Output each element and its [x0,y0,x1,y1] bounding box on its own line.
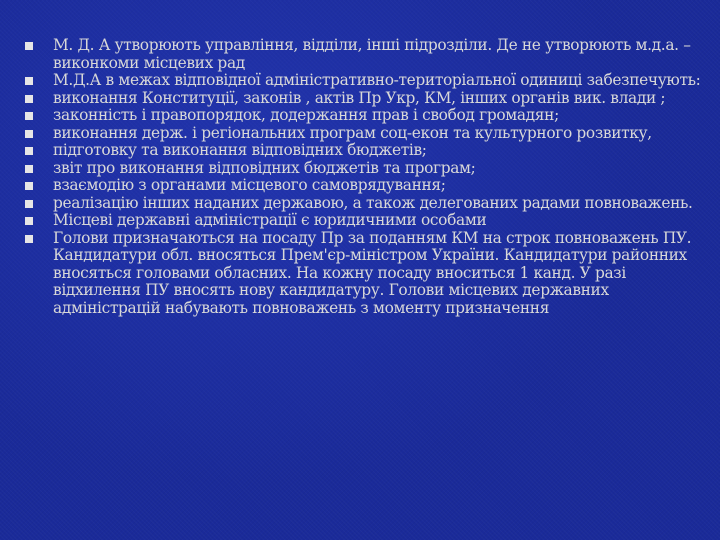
square-bullet-icon [25,165,33,173]
bullet-item [25,195,715,213]
square-bullet-icon [25,112,33,120]
bullet-text: виконання держ. і регіональних програм соц-екон та культурного розвитку, [53,123,652,142]
bullet-text: законність і правопорядок, додержання прав і свобод громадян; [53,106,559,124]
square-bullet-icon [25,130,33,138]
bullet-item [25,230,715,318]
bullet-item [25,142,715,160]
square-bullet-icon [25,217,33,225]
bullet-text: М.Д.А в межах відповідної адміністративно-територіальної одиниці забезпечують: [53,71,701,89]
square-bullet-icon [25,235,33,243]
square-bullet-icon [25,182,33,190]
square-bullet-icon [25,95,33,103]
bullet-text: реалізацію інших наданих державою, а також делегованих радами повноважень. [53,193,693,212]
bullet-item [25,160,715,178]
bullet-text: Місцеві державні адміністрації є юридичними особами [53,211,487,229]
bullet-item [25,107,715,125]
bullet-item [25,72,715,90]
bullet-text: Голови призначаються на посаду Пр за поданням КМ на строк повноважень ПУ. Кандидатури обл. вносяться Прем'єр-міністром України. Кандидатури районних вносяться головами обласних. На кожну посаду вноситься 1 канд. У разі відхилення ПУ вносять нову кандидатуру. Голови місцевих державних адміністрацій набувають повноважень з моменту призначення [53,228,692,317]
bullet-item [25,177,715,195]
bullet-text: підготовку та виконання відповідних бюджетів; [53,141,427,159]
bullet-text: взаємодію з органами місцевого самоврядування; [53,176,446,194]
bullet-item [25,125,715,143]
bullet-item [25,90,715,108]
bullet-item [25,212,715,230]
square-bullet-icon [25,77,33,85]
square-bullet-icon [25,200,33,208]
bullet-text: звіт про виконання відповідних бюджетів та програм; [53,158,476,177]
bullet-text: виконання Конституції, законів , актів Пр Укр, КМ, інших органів вик. влади ; [53,88,666,107]
square-bullet-icon [25,147,33,155]
bullet-list [25,37,715,317]
bullet-text: М. Д. А утворюють управління, відділи, інші підрозділи. Де не утворюють м.д.а. – виконкоми місцевих рад [53,36,691,72]
square-bullet-icon [25,42,33,50]
bullet-item [25,37,715,72]
